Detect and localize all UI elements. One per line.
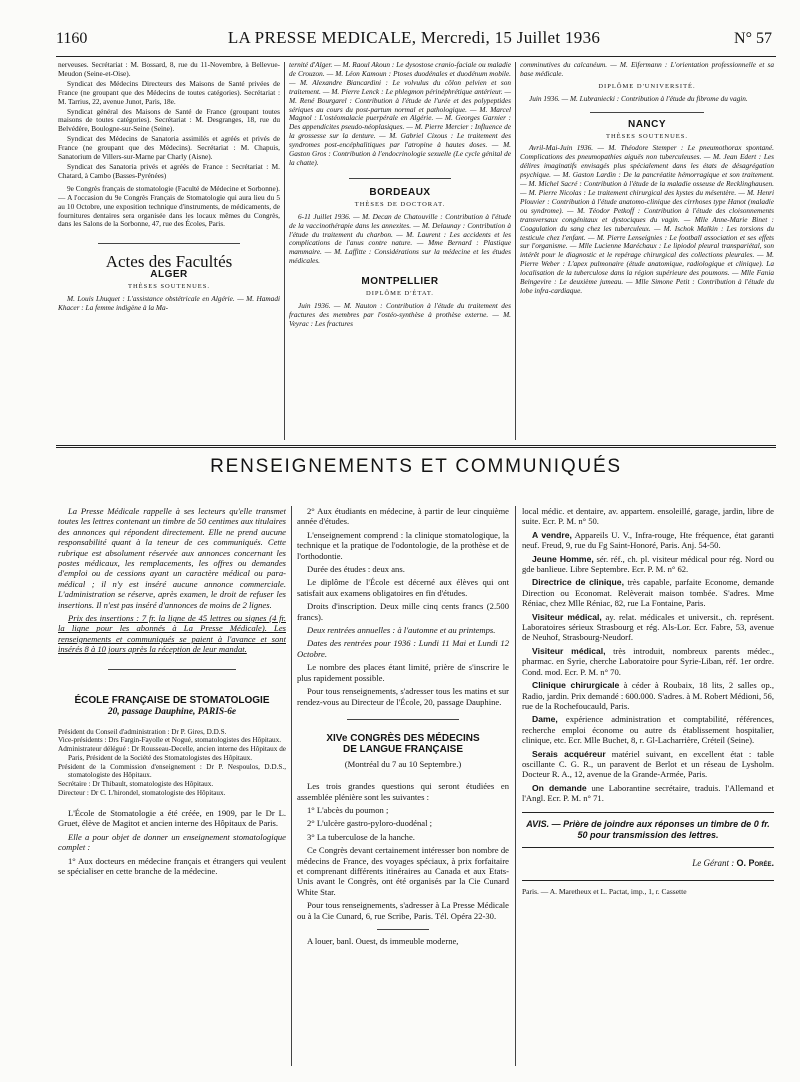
paragraph: Juin 1936. — M. Nauton : Contribution à l'étude du traitement des fractures des membres par l'ostéo-synthèse à prothèse externe. — M. Veyrac : Les fractures bbox=[289, 300, 511, 328]
page-number: 1160 bbox=[56, 30, 88, 47]
section-divider bbox=[349, 178, 451, 179]
paragraph: Syndicat général des Maisons de Santé de France (groupant toutes maisons de toutes catégories). Secrétariat : M. Desgranges, 18, rue du Belvédère, Boulogne-sur-Seine (Seine). bbox=[58, 106, 280, 134]
classified-ad bbox=[522, 554, 774, 575]
top-column-3 bbox=[520, 61, 774, 439]
top-column-2 bbox=[289, 61, 511, 439]
ecole-address: 20, passage Dauphine, PARIS-6e bbox=[107, 707, 237, 718]
staff-entry: Secrétaire : Dr Thibault, stomatologiste des Hôpitaux. bbox=[58, 780, 214, 789]
ad-text: sér. réf., ch. pl. visiteur médical pour rég. Nord ou gde banlieue. Libre Septembre. Ecr. P. M. n° 62. bbox=[522, 553, 774, 575]
paragraph: ternité d'Alger. — M. Raoul Akoun : Le dysostose cranio-faciale ou maladie de Crouzon. — M. Léon Kamoun : Ptoses duodénales et duodénum mobile. — M. Alexandre Biancardini : Le volvulus du côlon pelvien et son traitement. — M. Pierre Lenck : Le phlegmon périnéphrétique antérieur. — M. René Bourgarel : Contribution à l'étude de l'urée et des polypeptides sériques au cours du post-partum normal et pathologique. — M. Marcel Magnol : L'ostéomalacie puerpérale en Algérie. — M. Georges Garnier : Des appendicites pseudo-néoplasiques. — M. Pierre Mercier : Influence de la grossesse sur la denture. — M. Gabriel Cixous : Le traitement des syndromes post-encéphalitiques par l'atropine à hautes doses. — M. Gaston Gros : Contribution à l'endocrinologie sexuelle (Le cycle génital de la chatte). bbox=[289, 61, 511, 167]
ad-text: Appareils U. V., Infra-rouge, Hte fréquence, état garanti neuf. Freud, 9, rue du Fg Saint-Honoré, Paris. Anj. 54-50. bbox=[522, 529, 774, 551]
congres-dates: (Montréal du 7 au 10 Septembre.) bbox=[344, 758, 462, 769]
paragraph: 3° La tuberculose de la hanche. bbox=[307, 831, 415, 842]
bordeaux-heading: BORDEAUX bbox=[369, 186, 431, 198]
paragraph: Syndicat des Médecins de Sanatoria assimilés et agréés et privés de France (ne groupant que des Médecins). Secrétariat : M. Chapuis, Sanatorium de Villers-sur-Marne par Charly (Aisne). bbox=[58, 134, 280, 162]
section-divider bbox=[347, 719, 459, 720]
ad-lead: Serais acquéreur bbox=[532, 748, 606, 759]
printer-imprint: Paris. — A. Maretheux et L. Pactat, imp., 1, r. Cassette bbox=[522, 880, 774, 897]
classified-ad bbox=[522, 530, 774, 551]
paragraph: 2° L'ulcère gastro-pyloro-duodénal ; bbox=[307, 818, 433, 829]
paragraph: Syndicat des Sanatoria privés et agréés de France : Secrétariat : M. Chatard, à Cambo (Basses-Pyrénées) bbox=[58, 161, 280, 180]
column-divider bbox=[284, 62, 285, 440]
congres-heading-line1: XIVe CONGRÈS DES MÉDECINS bbox=[326, 732, 480, 744]
gerant-name: O. Porée. bbox=[736, 857, 774, 868]
ad-lead: Jeune Homme, bbox=[532, 553, 594, 564]
paragraph: L'enseignement comprend : la clinique stomatologique, la technique et la pratique de l'odontologie, de la prothèse et de l'orthodontie. bbox=[297, 529, 509, 561]
paragraph: Durée des études : deux ans. bbox=[307, 564, 405, 575]
paragraph: 2° Aux étudiants en médecine, à partir de leur cinquième année d'études. bbox=[297, 506, 509, 527]
paragraph: Juin 1936. — M. Lubraniecki : Contribution à l'étude du fibrome du vagin. bbox=[529, 93, 748, 103]
page-header bbox=[56, 28, 772, 52]
theses-doctorat-subheading: THÈSES DE DOCTORAT. bbox=[354, 200, 446, 208]
theses-subheading: THÈSES SOUTENUES. bbox=[605, 132, 688, 140]
classified-ad bbox=[522, 577, 774, 608]
section-divider bbox=[108, 669, 236, 670]
classified-ad bbox=[522, 714, 774, 745]
header-rule bbox=[56, 56, 776, 57]
congres-heading-line2: DE LANGUE FRANÇAISE bbox=[342, 744, 463, 756]
paragraph: Elle a pour objet de donner un enseignement stomatologique complet : bbox=[58, 831, 286, 853]
classified-ad bbox=[522, 749, 774, 780]
section-banner: RENSEIGNEMENTS ET COMMUNIQUÉS bbox=[210, 456, 622, 477]
gerant-label: Le Gérant : bbox=[692, 857, 737, 868]
paragraph: comminutives du calcanéum. — M. Eifermann : L'orientation professionnelle et sa base médicale. bbox=[520, 61, 774, 78]
paragraph: Pour tous renseignements, s'adresser tous les matins et sur rendez-vous au Directeur de l'École, 20, passage Dauphine. bbox=[297, 686, 509, 707]
paragraph: 1° Aux docteurs en médecine français et étrangers qui veulent se spécialiser en cette branche de la médecine. bbox=[58, 855, 286, 876]
issue-number: N° 57 bbox=[734, 30, 772, 47]
ad-lead: Directrice de clinique, bbox=[532, 577, 624, 588]
staff-entry: Administrateur délégué : Dr Rousseau-Decelle, ancien interne des Hôpitaux de Paris, Président de la Société des Stomatologistes des Hôpitaux. bbox=[58, 745, 286, 762]
paragraph: Le diplôme de l'École est décerné aux élèves qui ont satisfait aux examens obligatoires en fin d'études. bbox=[297, 577, 509, 598]
section-divider bbox=[590, 112, 704, 113]
paragraph: M. Louis Lhuquet : L'assistance obstétricale en Algérie. — M. Hamadi Khacer : La femme indigène à la Ma- bbox=[58, 294, 280, 312]
congress-notice: 9e Congrès français de stomatologie (Faculté de Médecine et Sorbonne). — A l'occasion du 9e Congrès Français de Stomatologie qui aura lieu du 5 au 10 Octobre, une exposition technique d'instruments, de médicaments, de fournitures dentaires sera organisée dans les locaux mêmes du Congrès, dans les Salons de la Sorbonne, 47, rue des Écoles, Paris. bbox=[58, 183, 280, 229]
section-divider bbox=[377, 929, 429, 930]
section-divider bbox=[98, 243, 240, 244]
ad-text: matériel suivant, en excellent état : table oscillante C. G. R., un paravent de Berlot et un réseau de Lysholm. Docteur R. A., 12, avenue de la Grande-Armée, Paris. bbox=[522, 748, 774, 780]
column-divider bbox=[515, 62, 516, 440]
actes-facultes-heading: Actes des Facultés bbox=[105, 252, 233, 272]
montpellier-heading: MONTPELLIER bbox=[361, 276, 439, 288]
classified-ad: local médic. et dentaire, av. appartem. ensoleillé, garage, jardin, libre de suite. Ecr. P. M. n° 50. bbox=[522, 506, 774, 527]
paragraph: Syndicat des Médecins Directeurs des Maisons de Santé privées de France (ne groupant que des Médecins de toutes catégories). Secrétariat : M. Tarrius, 22, avenue Junot, Paris, 18e. bbox=[58, 78, 280, 106]
ecole-stomatologie-heading: ÉCOLE FRANÇAISE DE STOMATOLOGIE bbox=[74, 694, 270, 706]
theses-subheading: THÈSES SOUTENUES. bbox=[127, 283, 210, 291]
paragraph: Avril-Mai-Juin 1936. — M. Théodore Stemper : Le pneumothorax spontané. Complications des pneumopathies aiguës non tuberculeuses. — M. Jean Edert : Les délires imaginatifs envisagés plus spécialement dans les états de désagrégation psychique. — M. Gaston Lardin : De la pancréatite hémorragique et son traitement. — M. Michel Sacré : Contribution à l'étude de la maladie osseuse de Recklinghausen. — M. Pierre Nicolas : Le traitement chirurgical des kystes du mésentère. — M. Henri Plouvier : Contribution à l'étude anatomo-clinique des cirrhoses type Hanot (maladie ou syndrome). — M. Téodor Petkoff : Contribution à l'étude des cloisonnements transversaux congénitaux et dystociques du vagin. — Mlle Anne-Marie Binet : Coagulation du sang chez les tuberculeux. — M. Ischok Malkin : Les torsions du testicule chez l'enfant. — M. Pierre Lenseignies : Le football association et ses effets sur l'organisme. — Mlle Lucienne Maréchaux : Le lipiodol pleural transpariétal, son intérêt pour le diagnostic et le repérage chirurgical des collections pleurales. — M. Pierre Weber : L'apex pulmonaire (étude anatomique, radiologique et clinique). La localisation de la tuberculose dans la région supérieure des poumons. — Mlle Fania Beingevire : Le deuxième jumeau. — Mlle Simone Petit : Contribution à l'étude du lobe infra-cardiaque. bbox=[520, 143, 774, 295]
ad-text: très introduit, nombreux parents médec., pharmac. en Syrie, cherche Laboratoire pour Syrie-Liban, réf. 1er ordre. Cond. mod. Ecr. P. M. n° 70. bbox=[522, 645, 774, 677]
top-column-1 bbox=[58, 61, 280, 439]
paragraph: Les trois grandes questions qui seront étudiées en assemblée plénière sont les suivantes : bbox=[297, 781, 509, 802]
column-divider bbox=[291, 506, 292, 1066]
ad-lead: On demande bbox=[532, 782, 587, 793]
classified-ad bbox=[522, 646, 774, 677]
classified-ad bbox=[522, 612, 774, 643]
paragraph: 1° L'abcès du poumon ; bbox=[307, 804, 389, 815]
paragraph: 6-11 Juillet 1936. — M. Decan de Chatouville : Contribution à l'étude de la vaccinothérapie dans les annexites. — M. Delaunay : Contribution à l'étude du traitement du charbon. — M. Laurent : Les accidents et les complications de l'anus contre nature. — Mme Bernard : Plastique mammaire. — M. Laffitte : Considérations sur la médecine et les études médicales. bbox=[289, 211, 511, 266]
classified-ad bbox=[522, 783, 774, 804]
paragraph: Dates des rentrées pour 1936 : Lundi 11 Mai et Lundi 12 Octobre. bbox=[297, 638, 509, 659]
classified-ad: A louer, banl. Ouest, ds immeuble moderne, bbox=[307, 936, 459, 946]
bottom-column-3 bbox=[522, 506, 774, 1071]
paragraph: Ce Congrès devant certainement intéresser bon nombre de médecins de France, des voyages spéciaux, à prix forfaitaire et comprenant différents itinéraires au Canada et aux Etats-Unis avant le Congrès, ont été organisés par la Cie Cunard White Star. bbox=[297, 845, 509, 897]
ad-text: une Laborantine secrétaire, traduis. l'Allemand et l'Angl. Ecr. P. M. n° 71. bbox=[522, 782, 774, 804]
avis-notice: AVIS. — Prière de joindre aux réponses un timbre de 0 fr. 50 pour transmission des lettres. bbox=[522, 812, 774, 848]
ad-text: à céder à Roubaix, 18 lits, 2 salles op., Radio, jardin. Prix demandé : 600.000. S'adres. à M. Robert Médioni, 56, rue de la Rochefoucauld, Paris. bbox=[522, 680, 774, 711]
ad-lead: Clinique chirurgicale bbox=[532, 680, 620, 691]
gerant-line bbox=[522, 858, 774, 868]
staff-list bbox=[58, 728, 286, 798]
diplome-universite-subheading: DIPLÔME D'UNIVERSITÉ. bbox=[598, 82, 696, 90]
paragraph: nerveuses. Secrétariat : M. Bossard, 8, rue du 11-Novembre, à Bellevue-Meudon (Seine-et-Oise). bbox=[58, 61, 280, 78]
journal-title: LA PRESSE MEDICALE, Mercredi, 15 Juillet 1936 bbox=[227, 28, 601, 47]
bottom-column-1 bbox=[58, 506, 286, 1071]
ad-text: très capable, parfaite Econome, demande Direction ou Economat. Relèverait maison tombée. S'adres. Mme Réniac, chez Mlle Réniac, 82, rue La Fontaine, Paris. bbox=[522, 577, 774, 609]
paragraph: Le nombre des places étant limité, prière de s'inscrire le plus rapidement possible. bbox=[297, 662, 509, 683]
column-divider bbox=[515, 506, 516, 1066]
bottom-column-2 bbox=[297, 506, 509, 1071]
staff-entry: Vice-présidents : Drs Fargin-Fayolle et Nogué, stomatologistes des Hôpitaux. bbox=[58, 736, 282, 745]
ad-text: expérience administration et comptabilité, références, recherche emploi économe ou autre ds établissement hospitalier, clinique, etc. Ecr. Mlle Buchet, 8, r. Gl-Lacharrière, Créteil (Seine). bbox=[522, 714, 774, 746]
staff-entry: Directeur : Dr C. L'hirondel, stomatologiste des Hôpitaux. bbox=[58, 789, 226, 798]
section-rule bbox=[56, 445, 776, 448]
diplome-etat-subheading: DIPLÔME D'ÉTAT. bbox=[366, 290, 434, 298]
paragraph: L'École de Stomatologie a été créée, en 1909, par le Dr L. Gruet, élève de Magitot et ancien interne des Hôpitaux de Paris. bbox=[58, 807, 286, 829]
nancy-heading: NANCY bbox=[627, 118, 667, 130]
notice-intro: La Presse Médicale rappelle à ses lecteurs qu'elle transmet toutes les lettres contenant un timbre de 50 centimes aux titulaires des annonces qui répondent directement. Elle ne prend aucune responsabilité quant à la teneur de ces communiqués. Cette rubrique est absolument réservée aux annonces concernant les postes médicaux, les remplacements, les offres ou demandes d'emploi ou de cessions ayant un caractère médical ou para-médical ; il n'y est inséré aucune annonce commerciale. L'administration se réserve, après examen, le droit de refuser les insertions. Il n'est pas inséré d'annonces de moins de 2 lignes. bbox=[58, 506, 286, 610]
paragraph: Pour tous renseignements, s'adresser à La Presse Médicale ou à la Cie Cunard, 6, rue Scribe, Paris. Tél. Opéra 22-30. bbox=[297, 900, 509, 921]
staff-entry: Président du Conseil d'administration : Dr P. Gires, D.D.S. bbox=[58, 727, 227, 736]
ad-lead: Dame, bbox=[532, 714, 558, 725]
staff-entry: Président de la Commission d'enseignement : Dr P. Nespoulos, D.D.S., stomatologiste des Hôpitaux. bbox=[58, 762, 286, 780]
paragraph: Droits d'inscription. Deux mille cinq cents francs (2.500 francs). bbox=[297, 601, 509, 622]
ad-text: ay. relat. médicales et universit., ch. représent. Laboratoires sérieux Strasbourg et rég. Als-Lor. Ecr. Fabre, 53, avenue de Neuhof, Strasbourg-Neudorf. bbox=[522, 611, 774, 643]
ad-lead: A vendre, bbox=[532, 529, 572, 540]
insertion-prices: Prix des insertions : 7 fr. la ligne de 45 lettres ou signes (4 fr. la ligne pour les abonnés à La Presse Médicale). Les renseignements et communiqués se paient à l'avance et sont insérés 8 à 10 jours après la réception de leur mandat. bbox=[58, 613, 286, 655]
ad-lead: Visiteur médical, bbox=[532, 611, 602, 622]
ad-lead: Visiteur médical, bbox=[532, 645, 606, 656]
alger-heading: ALGER bbox=[150, 269, 188, 281]
classified-ad bbox=[522, 680, 774, 711]
paragraph: Deux rentrées annuelles : à l'automne et au printemps. bbox=[307, 625, 496, 636]
